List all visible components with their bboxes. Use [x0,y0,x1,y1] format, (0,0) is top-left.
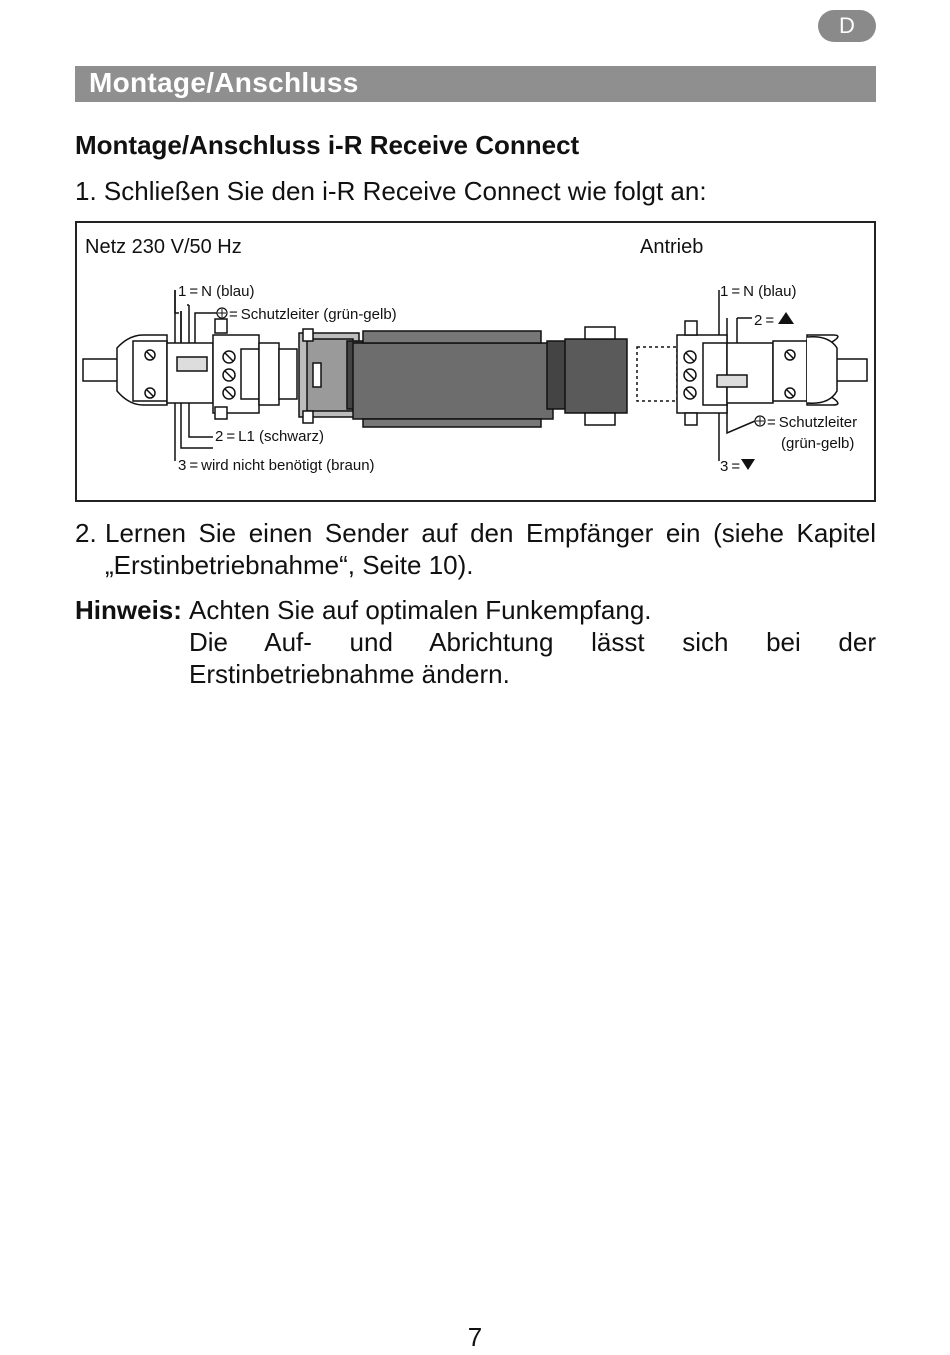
left-label-pe: = Schutzleiter (grün-gelb) [229,306,397,323]
up-arrow-icon [778,312,794,324]
note-line-2: Die Auf- und Abrichtung lässt sich bei der Erstinbetriebnahme ändern. [189,627,876,689]
right-label-3: 3 = [720,458,741,475]
right-label-n: 1 = N (blau) [720,283,797,300]
subheading: Montage/Anschluss i-R Receive Connect [75,130,580,160]
left-label-3: 3 = wird nicht benötigt (braun) [178,457,375,474]
step-2-number: 2. [75,518,97,548]
language-badge: D [818,10,876,42]
right-header: Antrieb [640,236,704,258]
step-2-text: Lernen Sie einen Sender auf den Empfänger ein (siehe Kapitel „Erstinbetriebnahme“, Seite 10). [105,518,876,580]
left-header: Netz 230 V/50 Hz [85,236,242,258]
note-label: Hinweis: [75,595,182,625]
left-label-l1: 2 = L1 (schwarz) [215,428,324,445]
section-title: Montage/Anschluss [89,67,359,98]
left-label-n: 1 = N (blau) [178,283,255,300]
page-number: 7 [467,1322,483,1352]
step-1: 1. Schließen Sie den i-R Receive Connect wie folgt an: [75,176,707,206]
note-line-1: Achten Sie auf optimalen Funkempfang. [189,595,652,625]
right-label-2: 2 = [754,312,775,329]
step-2 [75,517,876,581]
connector-illustration [77,223,874,500]
section-header [75,66,876,102]
right-label-pe-2: (grün-gelb) [781,435,855,452]
right-label-pe-1: = Schutzleiter [767,414,858,431]
note-body [189,594,876,690]
wiring-diagram [75,221,876,502]
note [75,594,876,690]
